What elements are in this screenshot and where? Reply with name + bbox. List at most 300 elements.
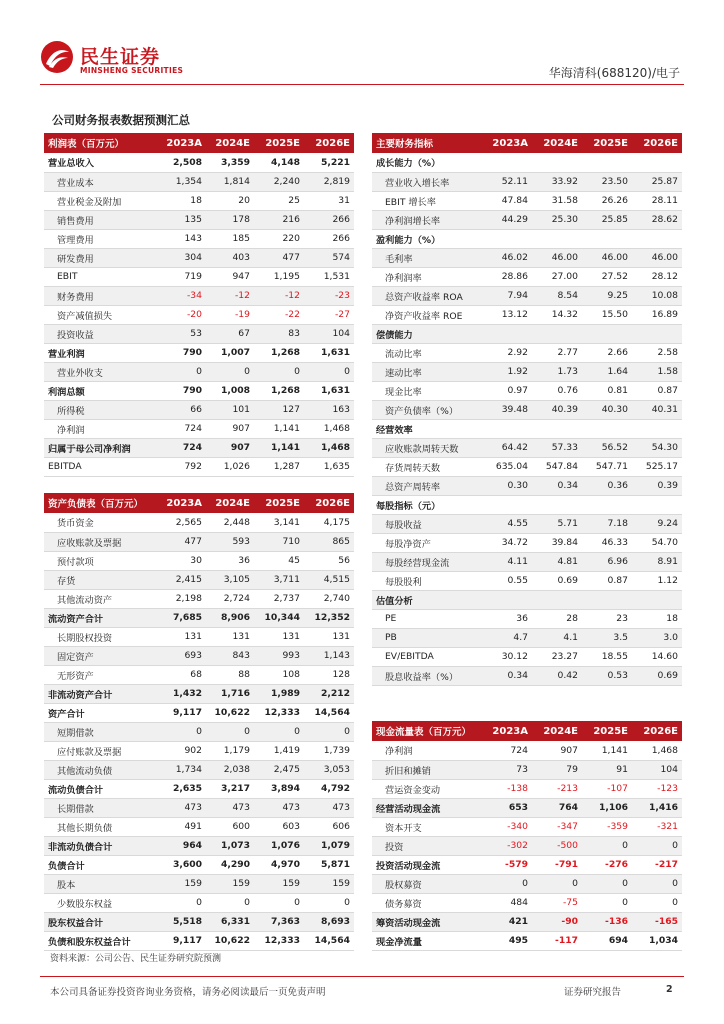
brand-name-cn: 民生证券: [80, 46, 161, 68]
row-value: 993: [254, 646, 304, 665]
row-value: 0: [156, 893, 206, 912]
row-value: [532, 419, 582, 438]
row-value: 25.87: [632, 172, 682, 191]
row-value: 159: [206, 874, 254, 893]
row-value: [632, 590, 682, 609]
brand-name-en: MINSHENG SECURITIES: [80, 66, 184, 75]
row-value: 1,034: [632, 931, 682, 950]
row-value: 12,333: [254, 931, 304, 950]
table-row: [44, 722, 354, 741]
row-label: PE: [372, 609, 482, 628]
row-value: 28.12: [632, 267, 682, 286]
row-label: 速动比率: [372, 362, 482, 381]
row-value: 88: [206, 665, 254, 684]
row-label: 长期股权投资: [44, 627, 156, 646]
row-label: 利润总额: [44, 381, 156, 400]
year-header: 2025E: [582, 133, 632, 153]
table-row: [372, 571, 682, 590]
row-label: 每股股利: [372, 571, 482, 590]
row-value: 403: [206, 248, 254, 267]
row-value: 26.26: [582, 191, 632, 210]
row-value: 1,287: [254, 457, 304, 476]
row-value: 83: [254, 324, 304, 343]
row-value: 127: [254, 400, 304, 419]
row-value: 46.00: [632, 248, 682, 267]
row-value: 0: [156, 722, 206, 741]
row-value: 1,179: [206, 741, 254, 760]
row-value: 0: [632, 836, 682, 855]
row-value: 15.50: [582, 305, 632, 324]
row-value: 0.69: [632, 666, 682, 685]
table-row: [44, 267, 354, 286]
row-value: 0.81: [582, 381, 632, 400]
row-label: 估值分析: [372, 590, 482, 609]
row-value: -500: [532, 836, 582, 855]
row-value: 1,432: [156, 684, 206, 703]
table-row: [372, 590, 682, 609]
table-row: [372, 495, 682, 514]
row-value: 547.84: [532, 457, 582, 476]
table-row: [44, 589, 354, 608]
row-value: 1,007: [206, 343, 254, 362]
row-value: 14,564: [304, 703, 354, 722]
balance-sheet-table: [44, 493, 354, 951]
table-row: [44, 627, 354, 646]
row-value: 653: [482, 798, 532, 817]
row-value: 947: [206, 267, 254, 286]
row-value: 4,515: [304, 570, 354, 589]
row-value: 1,989: [254, 684, 304, 703]
row-value: 57.33: [532, 438, 582, 457]
row-value: 31: [304, 191, 354, 210]
row-value: 3,600: [156, 855, 206, 874]
row-value: -359: [582, 817, 632, 836]
row-value: 0.42: [532, 666, 582, 685]
row-value: 603: [254, 817, 304, 836]
row-value: -107: [582, 779, 632, 798]
row-value: 1,106: [582, 798, 632, 817]
row-value: 128: [304, 665, 354, 684]
row-value: [482, 495, 532, 514]
row-value: 0: [582, 836, 632, 855]
row-label: 净利润增长率: [372, 210, 482, 229]
year-header: 2025E: [254, 133, 304, 153]
row-value: 20: [206, 191, 254, 210]
row-value: 28: [532, 609, 582, 628]
table-row: [44, 400, 354, 419]
row-value: -12: [254, 286, 304, 305]
row-value: -19: [206, 305, 254, 324]
row-value: 2,475: [254, 760, 304, 779]
row-value: 56.52: [582, 438, 632, 457]
row-label: 盈利能力（%）: [372, 229, 482, 248]
row-label: 应付账款及票据: [44, 741, 156, 760]
table-row: [372, 647, 682, 666]
row-label: 其他长期负债: [44, 817, 156, 836]
row-value: 1,531: [304, 267, 354, 286]
row-value: 6.96: [582, 552, 632, 571]
row-value: 159: [254, 874, 304, 893]
table-row: [372, 628, 682, 647]
row-value: 2,635: [156, 779, 206, 798]
row-label: 净利润率: [372, 267, 482, 286]
row-value: 7.94: [482, 286, 532, 305]
row-value: -340: [482, 817, 532, 836]
row-value: 31.58: [532, 191, 582, 210]
table-row: [372, 153, 682, 172]
row-value: 3,217: [206, 779, 254, 798]
row-value: 2,819: [304, 172, 354, 191]
table-row: [44, 513, 354, 532]
row-label: EBIT 增长率: [372, 191, 482, 210]
row-value: [582, 324, 632, 343]
row-value: 28.11: [632, 191, 682, 210]
table-row: [372, 343, 682, 362]
row-label: 少数股东权益: [44, 893, 156, 912]
row-value: 25: [254, 191, 304, 210]
year-header: 2026E: [304, 493, 354, 513]
row-value: -217: [632, 855, 682, 874]
row-value: 8.54: [532, 286, 582, 305]
row-value: 4,148: [254, 153, 304, 172]
table-row: [372, 362, 682, 381]
row-value: 73: [482, 760, 532, 779]
row-value: 0.69: [532, 571, 582, 590]
row-value: 1,468: [304, 419, 354, 438]
section-title: 公司财务报表数据预测汇总: [52, 113, 190, 127]
row-value: 719: [156, 267, 206, 286]
row-value: 1,073: [206, 836, 254, 855]
row-value: 64.42: [482, 438, 532, 457]
row-value: 68: [156, 665, 206, 684]
table-row: [372, 457, 682, 476]
row-value: 0: [206, 722, 254, 741]
year-header: 2023A: [156, 493, 206, 513]
row-value: 8,906: [206, 608, 254, 627]
year-header: 2024E: [532, 133, 582, 153]
row-value: 491: [156, 817, 206, 836]
row-value: -276: [582, 855, 632, 874]
row-value: -136: [582, 912, 632, 931]
table-row: [372, 552, 682, 571]
page-header: [0, 0, 724, 90]
row-label: 现金净流量: [372, 931, 482, 950]
row-value: -165: [632, 912, 682, 931]
row-value: 0: [582, 893, 632, 912]
row-value: 635.04: [482, 457, 532, 476]
row-value: 0.87: [582, 571, 632, 590]
row-value: 67: [206, 324, 254, 343]
row-value: 2.66: [582, 343, 632, 362]
row-value: 0: [304, 722, 354, 741]
row-value: -213: [532, 779, 582, 798]
row-label: 投资: [372, 836, 482, 855]
row-value: 907: [532, 741, 582, 760]
row-value: [482, 590, 532, 609]
row-value: [532, 590, 582, 609]
row-value: 3,105: [206, 570, 254, 589]
row-value: 693: [156, 646, 206, 665]
table-row: [372, 267, 682, 286]
row-value: 5,518: [156, 912, 206, 931]
row-value: 421: [482, 912, 532, 931]
row-value: 131: [156, 627, 206, 646]
row-value: 790: [156, 381, 206, 400]
row-value: -22: [254, 305, 304, 324]
row-value: 1,814: [206, 172, 254, 191]
row-value: 473: [304, 798, 354, 817]
row-value: 0: [304, 893, 354, 912]
row-value: 495: [482, 931, 532, 950]
row-label: 资产合计: [44, 703, 156, 722]
row-value: [632, 324, 682, 343]
row-value: 6,331: [206, 912, 254, 931]
row-label: 非流动资产合计: [44, 684, 156, 703]
table-row: [372, 609, 682, 628]
footer-disclaimer: 本公司具备证券投资咨询业务资格，请务必阅读最后一页免责声明: [50, 987, 326, 998]
minsheng-logo-icon: [40, 40, 74, 74]
row-value: 4,792: [304, 779, 354, 798]
row-value: -138: [482, 779, 532, 798]
row-value: 8.91: [632, 552, 682, 571]
table-row: [372, 779, 682, 798]
row-value: 473: [156, 798, 206, 817]
year-header: 2023A: [482, 721, 532, 741]
row-value: 12,333: [254, 703, 304, 722]
table-row: [372, 400, 682, 419]
row-value: 0.30: [482, 476, 532, 495]
row-value: -123: [632, 779, 682, 798]
row-value: 574: [304, 248, 354, 267]
row-value: 39.48: [482, 400, 532, 419]
row-label: 资产负债率（%）: [372, 400, 482, 419]
row-value: 40.39: [532, 400, 582, 419]
table-row: [44, 172, 354, 191]
row-value: 1,079: [304, 836, 354, 855]
row-value: 4.1: [532, 628, 582, 647]
row-value: 108: [254, 665, 304, 684]
row-value: [482, 153, 532, 172]
table-header-row: [372, 133, 682, 153]
row-value: 40.31: [632, 400, 682, 419]
row-label: 流动比率: [372, 343, 482, 362]
table-row: [44, 248, 354, 267]
row-label: 短期借款: [44, 722, 156, 741]
row-value: 131: [304, 627, 354, 646]
row-value: 1,026: [206, 457, 254, 476]
table-row: [372, 893, 682, 912]
row-value: 36: [482, 609, 532, 628]
row-value: 131: [254, 627, 304, 646]
row-label: 净资产收益率 ROE: [372, 305, 482, 324]
row-value: [582, 495, 632, 514]
table-header-row: [372, 721, 682, 741]
table-row: [372, 191, 682, 210]
row-value: 33.92: [532, 172, 582, 191]
table-row: [44, 893, 354, 912]
row-label: 非流动负债合计: [44, 836, 156, 855]
row-value: 525.17: [632, 457, 682, 476]
row-value: 4,175: [304, 513, 354, 532]
table-row: [372, 666, 682, 685]
table-row: [44, 931, 354, 950]
row-label: 债务募资: [372, 893, 482, 912]
row-label: 股息收益率（%）: [372, 666, 482, 685]
row-value: 79: [532, 760, 582, 779]
row-value: 27.00: [532, 267, 582, 286]
row-value: -302: [482, 836, 532, 855]
row-value: 1,354: [156, 172, 206, 191]
row-value: [632, 495, 682, 514]
row-value: 0: [304, 362, 354, 381]
row-value: 25.85: [582, 210, 632, 229]
table-row: [372, 912, 682, 931]
table-header-row: [44, 493, 354, 513]
table-title: 主要财务指标: [372, 133, 482, 153]
row-value: 1,008: [206, 381, 254, 400]
row-value: 1,268: [254, 343, 304, 362]
table-row: [44, 153, 354, 172]
row-value: -791: [532, 855, 582, 874]
row-value: 54.70: [632, 533, 682, 552]
row-value: 104: [632, 760, 682, 779]
row-value: 907: [206, 419, 254, 438]
row-value: 1,143: [304, 646, 354, 665]
row-value: 0.53: [582, 666, 632, 685]
row-value: 0.55: [482, 571, 532, 590]
row-label: 毛利率: [372, 248, 482, 267]
table-row: [372, 476, 682, 495]
income-statement-table: [44, 133, 354, 477]
row-value: 477: [254, 248, 304, 267]
row-value: 3,141: [254, 513, 304, 532]
table-row: [372, 741, 682, 760]
row-value: 4.11: [482, 552, 532, 571]
row-value: 484: [482, 893, 532, 912]
table-row: [44, 305, 354, 324]
row-value: [482, 229, 532, 248]
table-row: [372, 931, 682, 950]
row-value: 10,344: [254, 608, 304, 627]
table-row: [44, 703, 354, 722]
row-value: 13.12: [482, 305, 532, 324]
row-label: 长期借款: [44, 798, 156, 817]
row-label: 每股净资产: [372, 533, 482, 552]
row-label: 现金比率: [372, 381, 482, 400]
data-source-note: 资料来源：公司公告、民生证券研究院预测: [50, 954, 222, 964]
row-label: 所得税: [44, 400, 156, 419]
row-value: 45: [254, 551, 304, 570]
row-value: 0: [532, 874, 582, 893]
row-value: 3,053: [304, 760, 354, 779]
row-value: 47.84: [482, 191, 532, 210]
row-value: 0.97: [482, 381, 532, 400]
row-label: 经营效率: [372, 419, 482, 438]
row-label: 货币资金: [44, 513, 156, 532]
row-value: 4.81: [532, 552, 582, 571]
row-value: 1,631: [304, 381, 354, 400]
row-value: 0.36: [582, 476, 632, 495]
year-header: 2026E: [632, 133, 682, 153]
row-value: 266: [304, 229, 354, 248]
table-row: [44, 457, 354, 476]
table-row: [372, 817, 682, 836]
row-value: 91: [582, 760, 632, 779]
row-value: 2,038: [206, 760, 254, 779]
row-value: 220: [254, 229, 304, 248]
table-row: [372, 798, 682, 817]
table-row: [372, 438, 682, 457]
row-value: 1,419: [254, 741, 304, 760]
row-value: 56: [304, 551, 354, 570]
table-row: [372, 836, 682, 855]
table-row: [44, 798, 354, 817]
row-label: EBITDA: [44, 457, 156, 476]
row-value: 473: [206, 798, 254, 817]
row-label: 应收账款周转天数: [372, 438, 482, 457]
row-value: 1,468: [304, 438, 354, 457]
row-value: 27.52: [582, 267, 632, 286]
table-row: [44, 779, 354, 798]
row-value: 46.02: [482, 248, 532, 267]
row-value: 1,416: [632, 798, 682, 817]
row-value: 53: [156, 324, 206, 343]
row-value: 710: [254, 532, 304, 551]
row-value: 1.64: [582, 362, 632, 381]
row-value: 2.58: [632, 343, 682, 362]
row-label: 经营活动现金流: [372, 798, 482, 817]
row-label: 每股指标（元）: [372, 495, 482, 514]
row-value: [582, 229, 632, 248]
row-value: 1,631: [304, 343, 354, 362]
row-value: 1.73: [532, 362, 582, 381]
row-value: 46.00: [582, 248, 632, 267]
row-value: 18.55: [582, 647, 632, 666]
row-value: 159: [304, 874, 354, 893]
row-value: 3,359: [206, 153, 254, 172]
row-value: 3,894: [254, 779, 304, 798]
table-row: [44, 419, 354, 438]
row-value: 23.27: [532, 647, 582, 666]
table-row: [372, 874, 682, 893]
row-value: 10,622: [206, 703, 254, 722]
row-value: -321: [632, 817, 682, 836]
row-value: 0: [254, 722, 304, 741]
table-row: [372, 381, 682, 400]
table-row: [44, 646, 354, 665]
row-value: 600: [206, 817, 254, 836]
table-row: [44, 684, 354, 703]
row-value: -27: [304, 305, 354, 324]
row-value: 28.62: [632, 210, 682, 229]
row-value: 9,117: [156, 931, 206, 950]
table-row: [372, 419, 682, 438]
table-row: [44, 229, 354, 248]
row-value: 143: [156, 229, 206, 248]
row-value: 2,740: [304, 589, 354, 608]
row-value: 2,415: [156, 570, 206, 589]
row-value: 2,212: [304, 684, 354, 703]
row-value: 2,240: [254, 172, 304, 191]
table-row: [44, 324, 354, 343]
row-value: 473: [254, 798, 304, 817]
row-value: 40.30: [582, 400, 632, 419]
row-label: EBIT: [44, 267, 156, 286]
row-value: 101: [206, 400, 254, 419]
row-label: PB: [372, 628, 482, 647]
row-value: -347: [532, 817, 582, 836]
row-value: 2.92: [482, 343, 532, 362]
